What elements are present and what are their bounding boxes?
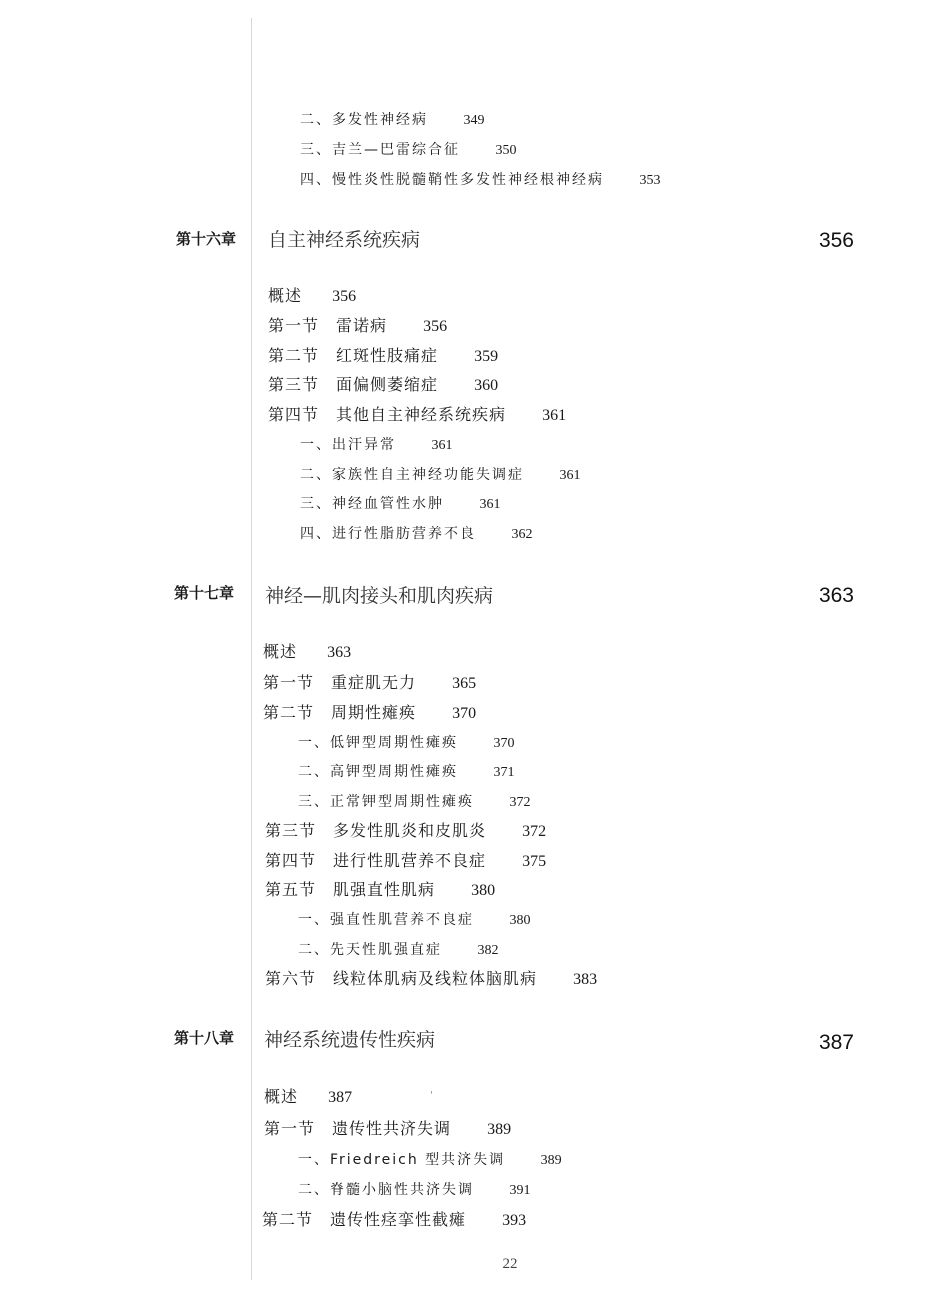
chapter-label: 第十七章: [174, 584, 235, 602]
toc-entry[interactable]: 四、进行性脂肪营养不良 362: [300, 526, 533, 542]
toc-entry[interactable]: 三、吉兰—巴雷综合征 350: [300, 142, 517, 158]
chapter-label: 第十八章: [174, 1029, 235, 1047]
toc-entry[interactable]: 二、高钾型周期性瘫痪 371: [298, 764, 515, 780]
toc-entry[interactable]: 二、脊髓小脑性共济失调 391: [298, 1182, 531, 1198]
toc-entry[interactable]: 一、强直性肌营养不良症 380: [298, 912, 531, 928]
toc-entry[interactable]: 第一节 雷诺病 356: [268, 316, 448, 335]
chapter-title[interactable]: 神经系统遗传性疾病: [264, 1029, 436, 1051]
chapter-title[interactable]: 自主神经系统疾病: [268, 229, 421, 251]
chapter-page: 356: [818, 229, 854, 252]
toc-entry[interactable]: 第三节 面偏侧萎缩症 360: [268, 375, 499, 394]
toc-entry[interactable]: 第四节 其他自主神经系统疾病 361: [268, 405, 567, 424]
toc-entry[interactable]: 第二节 周期性瘫痪 370: [263, 703, 477, 722]
toc-entry[interactable]: 三、正常钾型周期性瘫痪 372: [298, 794, 531, 810]
toc-entry[interactable]: 第二节 遗传性痉挛性截瘫 393: [262, 1210, 527, 1229]
chapter-title[interactable]: 神经—肌肉接头和肌肉疾病: [265, 585, 494, 607]
toc-entry[interactable]: 一、出汗异常 361: [300, 437, 453, 453]
chapter-page: 387: [818, 1031, 854, 1054]
toc-entry[interactable]: 第一节 重症肌无力 365: [263, 673, 477, 692]
page-number: 22: [502, 1256, 518, 1272]
toc-entry[interactable]: 概述 363: [263, 642, 352, 661]
toc-entry[interactable]: 概述 387: [264, 1087, 353, 1106]
toc-entry[interactable]: 一、低钾型周期性瘫痪 370: [298, 735, 515, 751]
chapter-page: 363: [818, 584, 854, 607]
chapter-label: 第十六章: [176, 230, 237, 248]
toc-entry[interactable]: 第一节 遗传性共济失调 389: [264, 1119, 512, 1138]
toc-entry[interactable]: 二、家族性自主神经功能失调症 361: [300, 467, 581, 483]
toc-entry[interactable]: 四、慢性炎性脱髓鞘性多发性神经根神经病 353: [300, 172, 661, 188]
toc-entry[interactable]: 第六节 线粒体肌病及线粒体脑肌病 383: [265, 969, 598, 988]
toc-entry[interactable]: 第二节 红斑性肢痛症 359: [268, 346, 499, 365]
toc-entry[interactable]: 三、神经血管性水肿 361: [300, 496, 501, 512]
scan-speck: ': [430, 1090, 433, 1101]
toc-entry[interactable]: 概述 356: [268, 286, 357, 305]
toc-entry[interactable]: 一、Friedreich 型共济失调 389: [298, 1152, 562, 1168]
vertical-divider: [251, 18, 252, 1280]
toc-entry[interactable]: 第五节 肌强直性肌病 380: [265, 880, 496, 899]
toc-entry[interactable]: 二、多发性神经病 349: [300, 112, 485, 128]
toc-entry[interactable]: 二、先天性肌强直症 382: [298, 942, 499, 958]
toc-entry[interactable]: 第四节 进行性肌营养不良症 375: [265, 851, 547, 870]
toc-entry[interactable]: 第三节 多发性肌炎和皮肌炎 372: [265, 821, 547, 840]
